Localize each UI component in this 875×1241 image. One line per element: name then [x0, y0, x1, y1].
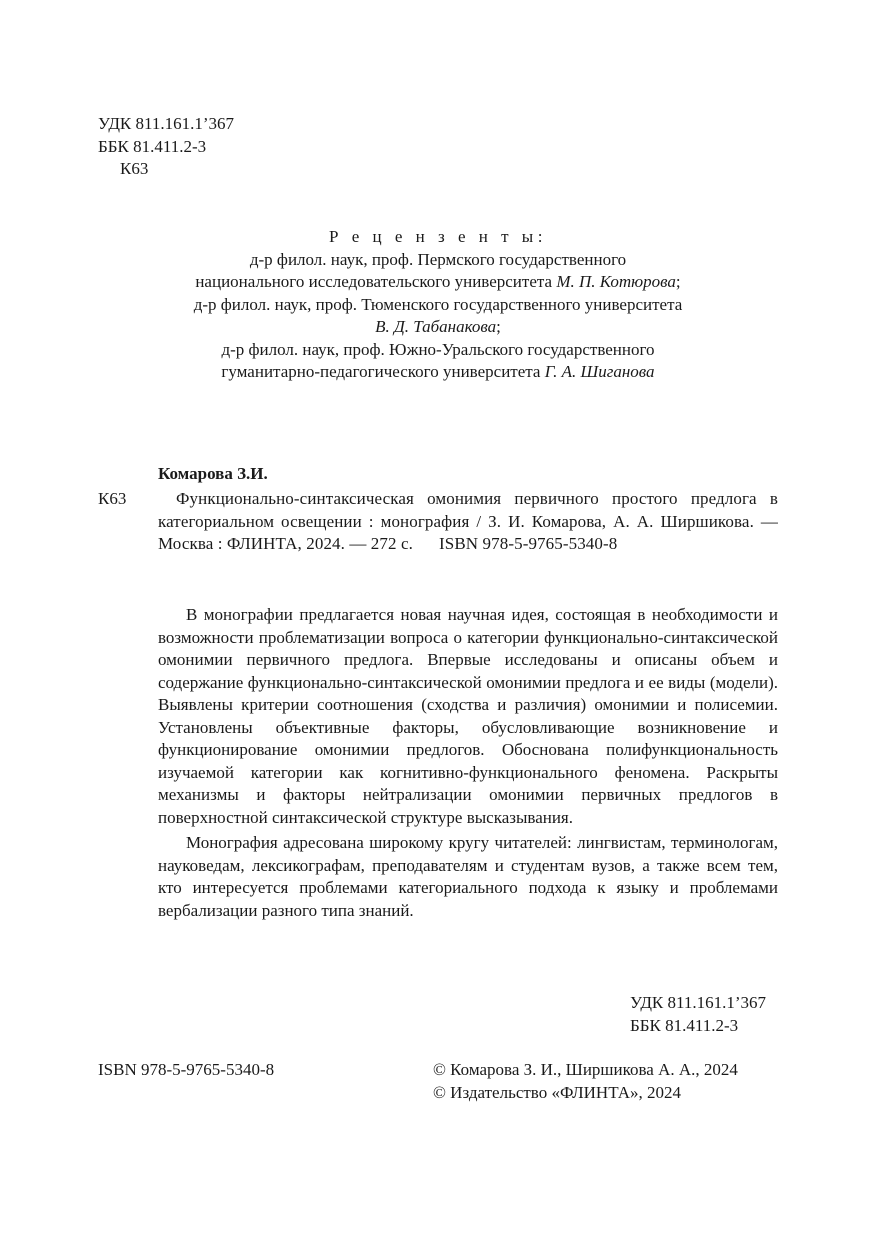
catalog-isbn: ISBN 978-5-9765-5340-8	[439, 534, 618, 553]
udk-code: УДК 811.161.1’367	[630, 993, 767, 1012]
catalog-entry	[158, 488, 778, 556]
bottom-classification	[630, 992, 766, 1037]
copyright-block	[433, 1059, 738, 1104]
catalog-mark: К63	[98, 489, 127, 508]
reviewer-line: д-р филол. наук, проф. Пермского государственного	[249, 249, 627, 269]
author-mark: К63	[120, 159, 149, 178]
top-classification	[98, 113, 234, 181]
reviewer-name: Г. А. Шиганова	[544, 362, 655, 381]
reviewers-title: Р е ц е н з е н т ы:	[329, 227, 547, 246]
catalog-author: Комарова З.И.	[158, 464, 268, 483]
reviewer-line: национального исследовательского университета М. П. Котюрова;	[195, 272, 681, 291]
abstract-paragraph: В монографии предлагается новая научная идея, состоящая в необходимости и возможности проблематизации вопроса о категории функционально-синтаксической омонимии первичного предлога. Впервые исследованы и описаны объем и содержание функционально-синтаксической омонимии предлога и ее виды (модели). Выявлены критерии соотношения (сходства и различия) омонимии и полисемии. Установлены объективные факторы, обусловливающие возникновение и функционирование омонимии предлогов. Обоснована полифункциональность изучаемой категории как когнитивно-функционального феномена. Раскрыты механизмы и факторы нейтрализации омонимии первичных предлогов в поверхностной синтаксической структуре высказывания.	[158, 605, 778, 827]
udk-code: УДК 811.161.1’367	[98, 114, 235, 133]
reviewer-name: М. П. Котюрова	[556, 272, 676, 291]
catalog-description: Функционально-синтаксическая омонимия первичного простого предлога в категориальном освещении : монография / З. И. Комарова, А. А. Ширшикова. — Москва : ФЛИНТА, 2024. — 272 с.	[158, 489, 778, 553]
reviewer-name: В. Д. Табанакова	[375, 317, 497, 336]
abstract-paragraph: Монография адресована широкому кругу читателей: лингвистам, терминологам, науковедам, лексикографам, преподавателям и студентам вузов, а также всем тем, кто интересуется проблемами категориального подхода к языку и проблемами вербализации разного типа знаний.	[158, 833, 778, 920]
reviewer-line: гуманитарно-педагогического университета Г. А. Шиганова	[221, 362, 655, 381]
copyright-publisher: © Издательство «ФЛИНТА», 2024	[433, 1082, 682, 1102]
footer-isbn: ISBN 978-5-9765-5340-8	[98, 1060, 275, 1079]
reviewers-block	[98, 226, 778, 384]
bbk-code: ББК 81.411.2-3	[98, 136, 207, 156]
reviewer-line: В. Д. Табанакова;	[375, 317, 501, 336]
reviewer-line: д-р филол. наук, проф. Южно-Уральского государственного	[221, 339, 655, 359]
abstract-block	[158, 604, 778, 922]
reviewer-line: д-р филол. наук, проф. Тюменского государственного университета	[193, 294, 683, 314]
copyright-authors: © Комарова З. И., Ширшикова А. А., 2024	[433, 1060, 738, 1079]
bbk-code: ББК 81.411.2-3	[630, 1015, 739, 1035]
